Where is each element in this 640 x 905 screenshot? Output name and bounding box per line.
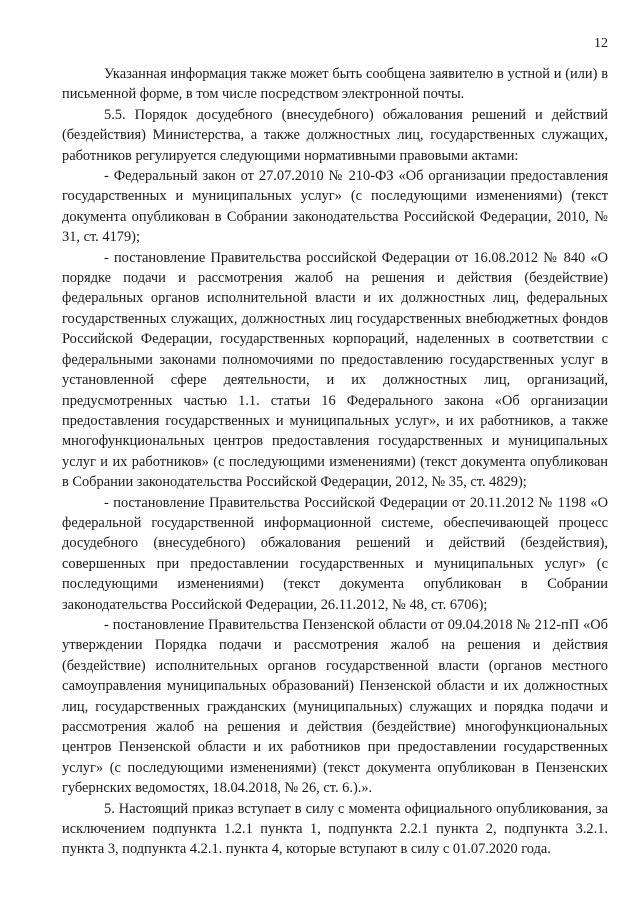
paragraph-info-notice: Указанная информация также может быть сообщена заявителю в устной и (или) в письменной форме, в том числе посредством электронной почты. bbox=[62, 66, 608, 103]
paragraph-decree-1198: - постановление Правительства Российской Федерации от 20.11.2012 № 1198 «О федеральной государственной информационной системе, обеспечивающей процесс досудебного (внесудебного) обжалования решений и действий (бездействия), совершенных при предоставлении государственных и муниципальных услуг» (с последующими изменениями) (текст документа опубликован в Собрании законодательства Российской Федерации, 26.11.2012, № 48, ст. 6706); bbox=[62, 494, 608, 613]
paragraph-federal-law-210: - Федеральный закон от 27.07.2010 № 210-ФЗ «Об организации предоставления государственных и муниципальных услуг» (с последующими изменениями) (текст документа опубликован в Собрании законодательства Российской Федерации, 2010, № 31, ст. 4179); bbox=[62, 168, 608, 246]
paragraph-5-entry-into-force: 5. Настоящий приказ вступает в силу с момента официального опубликования, за исключением подпункта 1.2.1 пункта 1, подпункта 2.2.1 пункта 2, подпункта 3.2.1. пункта 3, подпункта 4.2.1. пункта 4, которые вступают в силу с 01.07.2020 года. bbox=[62, 800, 608, 858]
paragraph-decree-840: - постановление Правительства российской Федерации от 16.08.2012 № 840 «О порядке подачи и рассмотрения жалоб на решения и действия (бездействие) федеральных органов исполнительной власти и их должностных лиц, федеральных государственных служащих, должностных лиц государственных внебюджетных фондов Российской Федерации, государственных корпораций, наделенных в соответствии с федеральными законами полномочиями по предоставлению государственных услуг в установленной сфере деятельности, и их должностных лиц, организаций, предусмотренных частью 1.1. статьи 16 Федерального закона «Об организации предоставления государственных и муниципальных услуг», и их работников, а также многофункциональных центров предоставления государственных и муниципальных услуг и их работников» (с последующими изменениями) (текст документа опубликован в Собрании законодательства Российской Федерации, 2012, № 35, ст. 4829); bbox=[62, 249, 608, 491]
page-number: 12 bbox=[594, 36, 608, 51]
paragraph-5-5-appeal-procedure: 5.5. Порядок досудебного (внесудебного) обжалования решений и действий (бездействия) Министерства, а также должностных лиц, государственных служащих, работников регулируется следующими нормативными правовыми актами: bbox=[62, 106, 608, 164]
document-body bbox=[62, 64, 608, 860]
paragraph-penza-decree-212: - постановление Правительства Пензенской области от 09.04.2018 № 212-пП «Об утверждении Порядка подачи и рассмотрения жалоб на решения и действия (бездействие) исполнительных органов государственной власти (органов местного самоуправления муниципальных образований) Пензенской области и их должностных лиц, государственных гражданских (муниципальных) служащих и порядка подачи и рассмотрения жалоб на решения и действия (бездействие) многофункциональных центров Пензенской области и их работников при предоставлении государственных услуг» (с последующими изменениями) (текст документа опубликован в Пензенских губернских ведомостях, 18.04.2018, № 26, ст. 6.).». bbox=[62, 616, 608, 797]
